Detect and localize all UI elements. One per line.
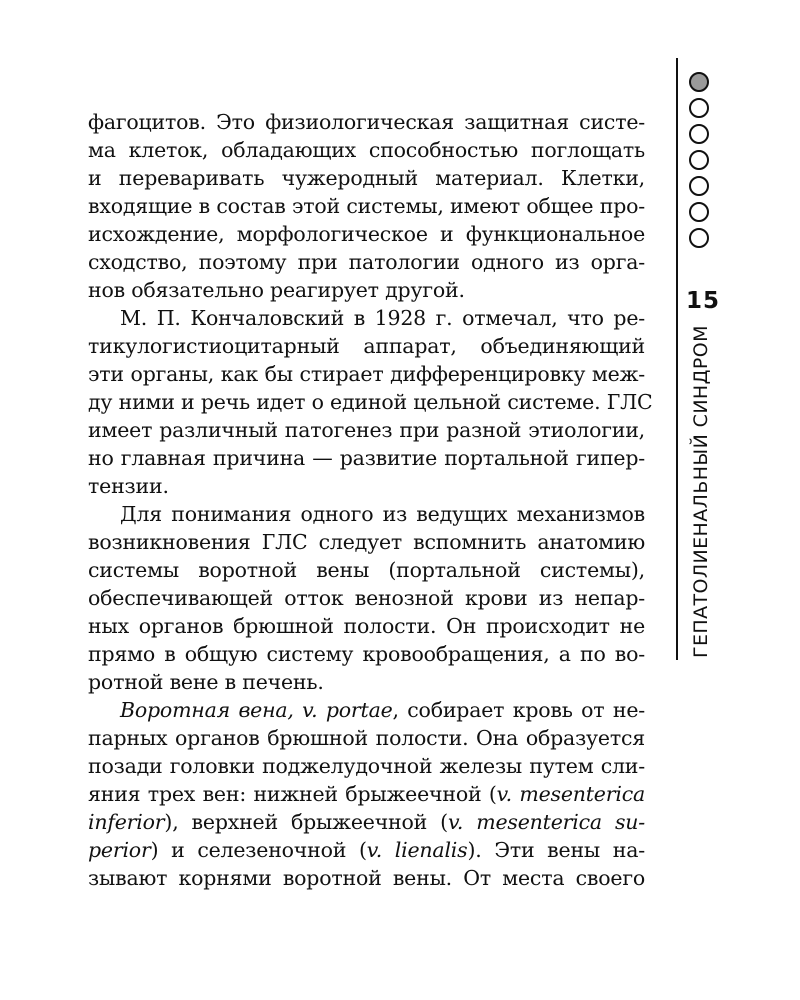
text-span: ма клеток, обладающих способностью поглощать: [88, 138, 645, 162]
italic-term: v. mesenterica su-: [447, 810, 645, 834]
text-line: [88, 780, 645, 808]
text-span: прямо в общую систему кровообращения, а по во-: [88, 642, 645, 666]
text-span: тикулогистиоцитарный аппарат, объединяющий: [88, 334, 645, 358]
text-span: ду ними и речь идет о единой цельной системе. ГЛС: [88, 390, 653, 414]
circle-icon: [689, 98, 709, 118]
text-span: системы воротной вены (портальной системы),: [88, 558, 645, 582]
text-line: [88, 444, 645, 472]
vertical-rule: [676, 58, 678, 660]
text-line: [88, 808, 645, 836]
circle-icon: [689, 228, 709, 248]
page-number: 15: [685, 288, 720, 314]
text-span: входящие в состав этой системы, имеют общее про-: [88, 194, 645, 218]
text-line: [88, 472, 645, 500]
text-line: [88, 388, 653, 416]
text-line: [88, 528, 645, 556]
text-line: [88, 416, 645, 444]
text-line: [88, 836, 645, 864]
chapter-progress-dots: [687, 72, 713, 254]
italic-term: v. lienalis: [366, 838, 468, 862]
text-span: яния трех вен: нижней брыжеечной (: [88, 782, 497, 806]
text-span: ротной вене в печень.: [88, 670, 324, 694]
text-span: сходство, поэтому при патологии одного из орга-: [88, 250, 645, 274]
text-span: эти органы, как бы стирает дифференцировку меж-: [88, 362, 645, 386]
running-title: ГЕПАТОЛИЕНАЛЬНЫЙ СИНДРОМ: [690, 325, 712, 658]
text-span: ) и селезеночной (: [150, 838, 367, 862]
circle-icon: [689, 176, 709, 196]
text-span: М. П. Кончаловский в 1928 г. отмечал, что ре-: [120, 306, 645, 330]
text-line: [88, 612, 645, 640]
text-span: парных органов брюшной полости. Она образуется: [88, 726, 645, 750]
text-line: [88, 500, 645, 528]
text-span: ных органов брюшной полости. Он происходит не: [88, 614, 645, 638]
text-span: возникновения ГЛС следует вспомнить анатомию: [88, 530, 645, 554]
text-line: [88, 248, 645, 276]
filled-circle-icon: [689, 72, 709, 92]
text-span: ). Эти вены на-: [467, 838, 645, 862]
text-line: [88, 556, 645, 584]
text-span: позади головки поджелудочной железы путем сли-: [88, 754, 645, 778]
circle-icon: [689, 150, 709, 170]
text-line: [88, 332, 645, 360]
text-span: ), верхней брыжеечной (: [164, 810, 448, 834]
circle-icon: [689, 202, 709, 222]
text-line: [88, 584, 645, 612]
text-line: [88, 276, 645, 304]
text-span: и переваривать чужеродный материал. Клетки,: [88, 166, 645, 190]
text-line: [88, 108, 645, 136]
text-span: зывают корнями воротной вены. От места своего: [88, 866, 645, 890]
text-span: обеспечивающей отток венозной крови из непар-: [88, 586, 645, 610]
italic-term: v. mesenterica: [496, 782, 645, 806]
italic-term: Воротная вена, v. portae: [120, 698, 393, 722]
text-line: [88, 136, 645, 164]
italic-term: inferior: [88, 810, 165, 834]
text-span: нов обязательно реагирует другой.: [88, 278, 465, 302]
text-line: [88, 192, 645, 220]
text-span: имеет различный патогенез при разной этиологии,: [88, 418, 645, 442]
circle-icon: [689, 124, 709, 144]
text-line: [88, 304, 645, 332]
italic-term: perior: [88, 838, 151, 862]
text-line: [88, 360, 645, 388]
text-line: [88, 220, 645, 248]
text-line: [88, 696, 645, 724]
text-span: Для понимания одного из ведущих механизмов: [120, 502, 645, 526]
text-span: но главная причина — развитие портальной гипер-: [88, 446, 645, 470]
body-text: [88, 108, 653, 892]
text-line: [88, 752, 645, 780]
text-span: исхождение, морфологическое и функциональное: [88, 222, 645, 246]
text-line: [88, 724, 645, 752]
text-line: [88, 668, 645, 696]
text-line: [88, 640, 645, 668]
text-line: [88, 164, 645, 192]
text-line: [88, 864, 645, 892]
text-span: тензии.: [88, 474, 169, 498]
text-span: фагоцитов. Это физиологическая защитная систе-: [88, 110, 645, 134]
text-span: , собирает кровь от не-: [392, 698, 645, 722]
